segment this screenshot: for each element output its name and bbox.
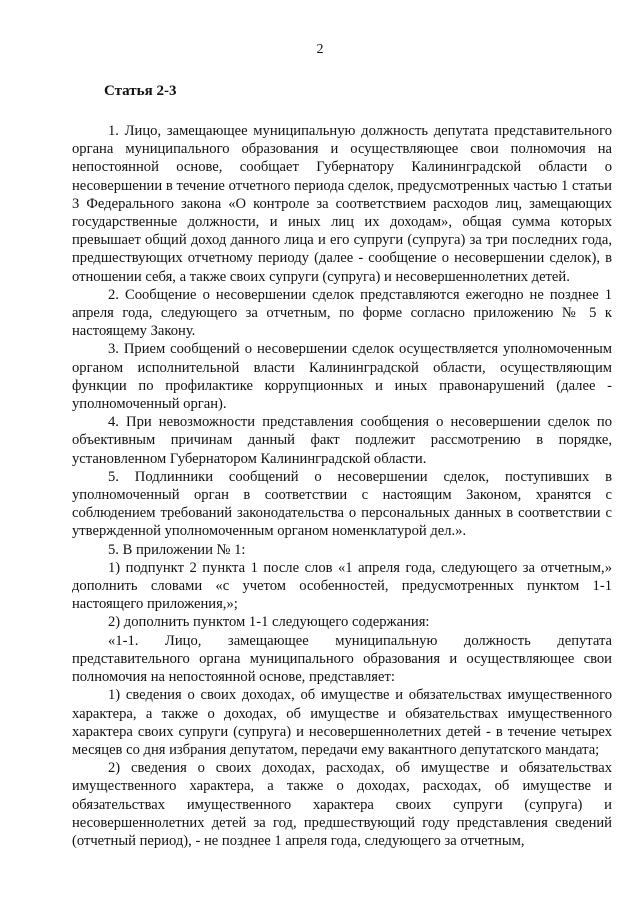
paragraph-11: 2) сведения о своих доходах, расходах, об имуществе и обязательствах имущественного характера, а также о доходах, расходах, об имуществе и обязательствах имущественного характера своих супруги (супруга) и несовершеннолетних детей за год, предшествующий году представления сведений (отчетный период), - не позднее 1 апреля года, следующего за отчетным, [72,760,612,849]
paragraph-4: 4. При невозможности представления сообщения о несовершении сделок по объективным причинам данный факт подлежит рассмотрению в порядке, установленном Губернатором Калининградской области. [72,414,612,467]
paragraph-2: 2. Сообщение о несовершении сделок представляются ежегодно не позднее 1 апреля года, следующего за отчетным, по форме согласно приложению № 5 к настоящему Закону. [72,286,612,340]
page-number: 2 [316,42,324,57]
paragraph-5: 5. Подлинники сообщений о несовершении сделок, поступивших в уполномоченный орган в соответствии с настоящим Законом, хранятся с соблюдением требований законодательства о персональных данных в соответствии с утвержденной уполномоченным органом номенклатурой дел.». [72,468,612,540]
paragraph-7: 1) подпункт 2 пункта 1 после слов «1 апреля года, следующего за отчетным,» дополнить словами «с учетом особенностей, предусмотренных пунктом 1-1 настоящего приложения,»; [72,559,612,613]
paragraph-1: 1. Лицо, замещающее муниципальную должность депутата представительного органа муниципального образования и осуществляющее свои полномочия на непостоянной основе, сообщает Губернатору Калининградской области о несовершении в течение отчетного периода сделок, предусмотренных частью 1 статьи 3 Федерального закона «О контроле за соответствием расходов лиц, замещающих государственные должности, и иных лиц их доходам», общая сумма которых превышает общий доход данного лица и его супруги (супруга) за три последних года, предшествующих отчетному периоду (далее - сообщение о несовершении сделок), в отношении себя, а также своих супруги (супруга) и несовершеннолетних детей. [72,123,612,285]
document-body [72,122,612,850]
paragraph-10: 1) сведения о своих доходах, об имуществе и обязательствах имущественного характера, а также о доходах, об имуществе и обязательствах имущественного характера своих супруги (супруга) и несовершеннолетних детей - в течение четырех месяцев со дня избрания депутатом, передачи ему вакантного депутатского мандата; [72,687,612,758]
paragraph-3: 3. Прием сообщений о несовершении сделок осуществляется уполномоченным органом исполнительной власти Калининградской области, осуществляющим функции по профилактике коррупционных и иных правонарушений (далее - уполномоченный орган). [72,341,612,413]
paragraph-8: 2) дополнить пунктом 1-1 следующего содержания: [108,614,430,631]
paragraph-9: «1-1. Лицо, замещающее муниципальную должность депутата представительного органа муниципального образования и осуществляющее свои полномочия на непостоянной основе, представляет: [72,632,612,686]
paragraph-6: 5. В приложении № 1: [108,541,246,558]
article-heading: Статья 2-3 [104,83,177,99]
